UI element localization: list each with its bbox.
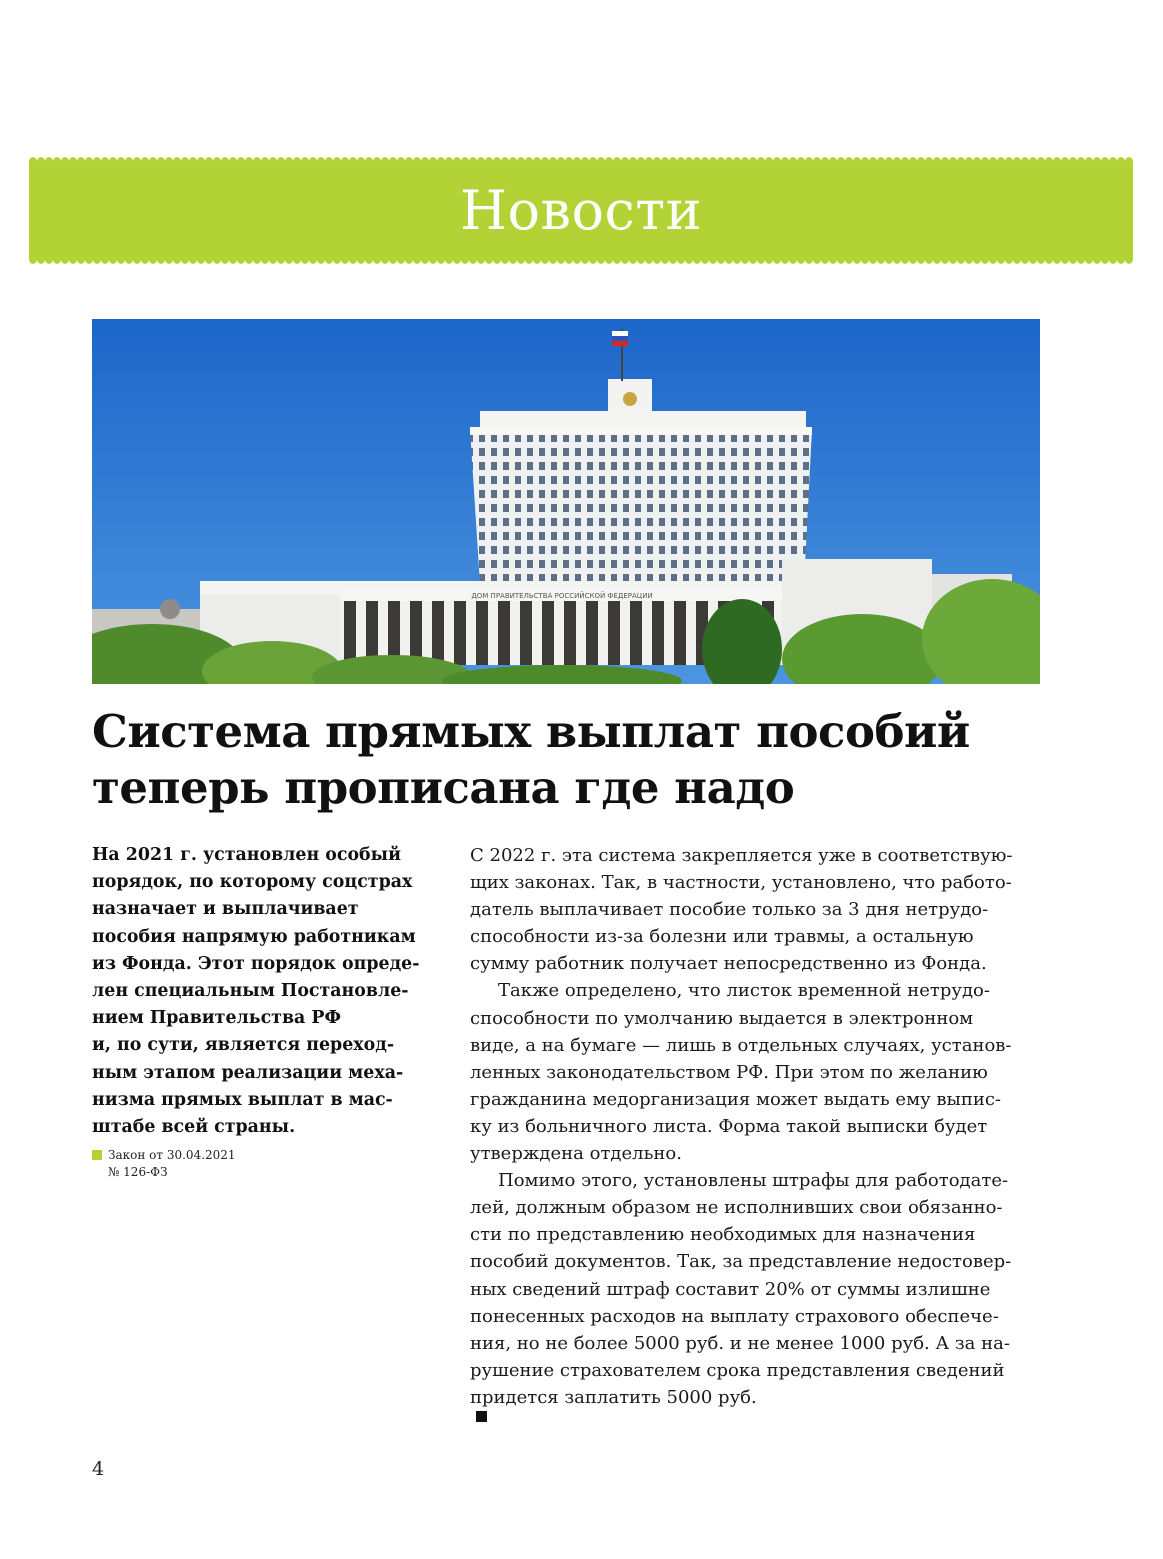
source-line: Закон от 30.04.2021 bbox=[108, 1148, 236, 1162]
section-title: Новости bbox=[459, 179, 703, 242]
body-line: ных сведений штраф составит 20% от суммы излишне bbox=[470, 1278, 991, 1300]
body-line: виде, а на бумаге — лишь в отдельных случаях, установ- bbox=[470, 1034, 1012, 1056]
lead-line: штабе всей страны. bbox=[92, 1117, 296, 1138]
section-banner bbox=[29, 157, 1133, 264]
lead-line: из Фонда. Этот порядок опреде- bbox=[92, 953, 420, 974]
headline-line: Система прямых выплат пособий bbox=[92, 705, 970, 758]
lead-line: пособия напрямую работникам bbox=[92, 926, 416, 947]
body-line: сумму работник получает непосредственно из Фонда. bbox=[470, 953, 987, 975]
body-line: рушение страхователем срока представления сведений bbox=[470, 1359, 1005, 1381]
body-line: Также определено, что листок временной нетрудо- bbox=[498, 980, 990, 1002]
lead-line: назначает и выплачивает bbox=[92, 899, 359, 920]
article-lead bbox=[92, 842, 432, 1141]
body-line: ленных законодательством РФ. При этом по желанию bbox=[470, 1061, 988, 1083]
body-line: С 2022 г. эта система закрепляется уже в соответствую- bbox=[470, 845, 1013, 866]
source-line: № 126-ФЗ bbox=[108, 1165, 168, 1179]
government-building-illustration bbox=[92, 319, 1040, 684]
body-line: ния, но не более 5000 руб. и не менее 1000 руб. А за на- bbox=[470, 1332, 1010, 1354]
body-line: гражданина медорганизация может выдать ему выпис- bbox=[470, 1088, 1002, 1110]
page-number: 4 bbox=[92, 1458, 105, 1480]
article-photo bbox=[92, 319, 1040, 684]
body-line: способности по умолчанию выдается в электронном bbox=[470, 1007, 974, 1029]
body-line: понесенных расходов на выплату страхового обеспече- bbox=[470, 1305, 999, 1327]
body-line: щих законах. Так, в частности, установлено, что работо- bbox=[470, 872, 1012, 894]
body-last-line bbox=[470, 1384, 1070, 1422]
lead-line: низма прямых выплат в мас- bbox=[92, 1089, 393, 1110]
body-line: пособий документов. Так, за представление недостовер- bbox=[470, 1251, 1012, 1273]
end-of-article-icon bbox=[476, 1411, 487, 1422]
source-marker-icon bbox=[92, 1150, 102, 1160]
facade-inscription: ДОМ ПРАВИТЕЛЬСТВА РОССИЙСКОЙ ФЕДЕРАЦИИ bbox=[471, 592, 653, 600]
lead-line: На 2021 г. установлен особый bbox=[92, 845, 401, 865]
body-line: утверждена отдельно. bbox=[470, 1143, 682, 1165]
lead-line: ным этапом реализации меха- bbox=[92, 1062, 404, 1083]
lead-line: нием Правительства РФ bbox=[92, 1008, 341, 1029]
body-line: сти по представлению необходимых для назначения bbox=[470, 1224, 976, 1246]
body-line: лей, должным образом не исполнивших свои обязанно- bbox=[470, 1197, 1003, 1219]
body-line: придется заплатить 5000 руб. bbox=[470, 1386, 757, 1408]
body-line: датель выплачивает пособие только за 3 дня нетрудо- bbox=[470, 899, 989, 921]
lead-line: и, по сути, является переход- bbox=[92, 1035, 395, 1056]
headline-line: теперь прописана где надо bbox=[92, 761, 795, 814]
body-line: Помимо этого, установлены штрафы для работодате- bbox=[498, 1170, 1009, 1192]
lead-line: порядок, по которому соцстрах bbox=[92, 872, 413, 893]
body-line: ку из больничного листа. Форма такой выписки будет bbox=[470, 1115, 988, 1137]
article-body bbox=[470, 842, 1070, 1422]
source-note bbox=[92, 1147, 292, 1181]
body-line: способности из-за болезни или травмы, а остальную bbox=[470, 926, 974, 948]
article-headline bbox=[92, 704, 1072, 816]
lead-line: лен специальным Постановле- bbox=[92, 981, 409, 1002]
